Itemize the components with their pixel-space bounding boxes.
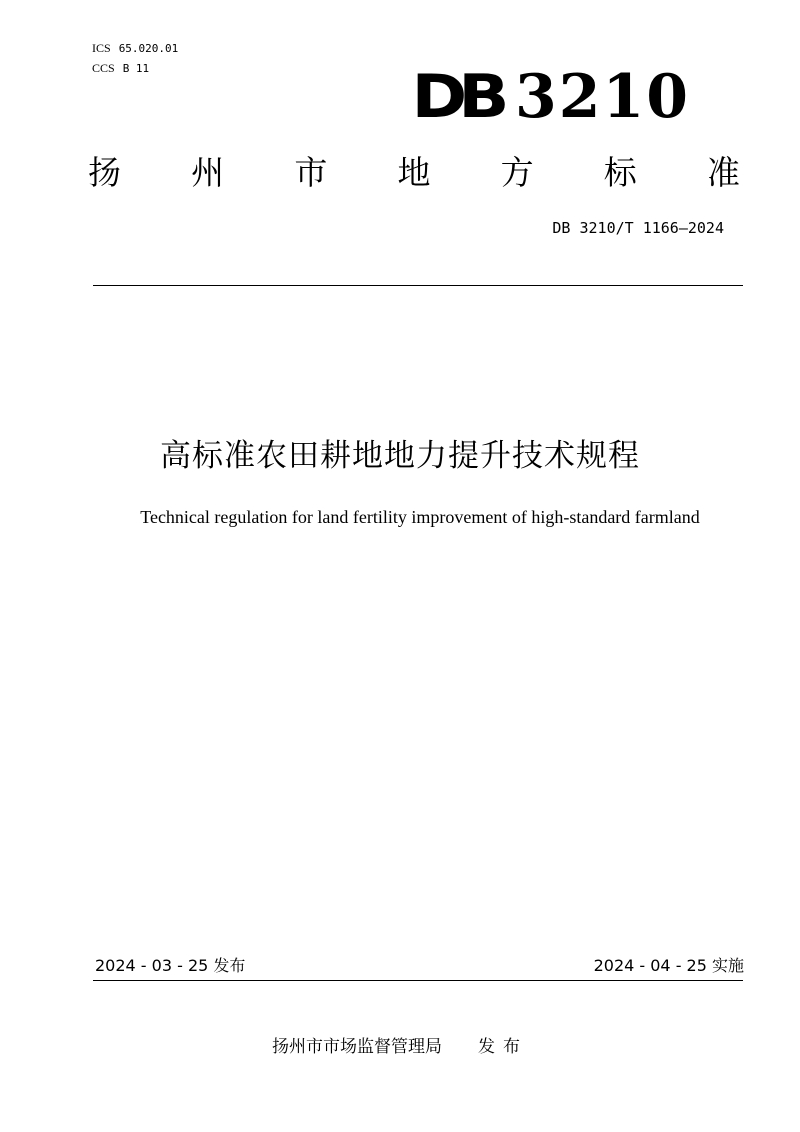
standard-type-char: 扬 — [88, 153, 121, 192]
ics-line — [92, 40, 178, 57]
release-label: 发布 — [478, 1037, 528, 1057]
header-divider — [93, 285, 743, 286]
issuer — [272, 1035, 528, 1059]
issue-date: 2024 - 03 - 25 发布 — [95, 956, 246, 975]
standard-number: DB 3210/T 1166—2024 — [552, 219, 724, 237]
standard-type — [88, 152, 740, 194]
db-letters: DB — [411, 62, 501, 132]
standard-type-char: 市 — [294, 153, 328, 192]
standard-type-char: 州 — [191, 153, 225, 192]
title-zh: 高标准农田耕地地力提升技术规程 — [160, 438, 640, 474]
implementation-date: 2024 - 04 - 25 实施 — [593, 956, 744, 975]
db-region-code: 3210 — [515, 62, 690, 132]
standard-type-char: 地 — [397, 153, 431, 192]
issuer-name: 扬州市市场监督管理局 — [272, 1037, 442, 1057]
ccs-code: B 11 — [122, 62, 150, 75]
standard-type-char: 标 — [603, 153, 637, 192]
standard-type-char: 方 — [500, 153, 534, 192]
db-logo — [411, 62, 690, 132]
ccs-line — [92, 60, 149, 77]
standard-type-char: 准 — [706, 153, 740, 192]
ics-label: ICS — [92, 41, 111, 55]
ics-code: 65.020.01 — [118, 42, 179, 55]
footer-divider — [93, 980, 743, 981]
ccs-label: CCS — [92, 61, 115, 75]
title-en: Technical regulation for land fertility improvement of high-standard farmland — [140, 507, 700, 527]
